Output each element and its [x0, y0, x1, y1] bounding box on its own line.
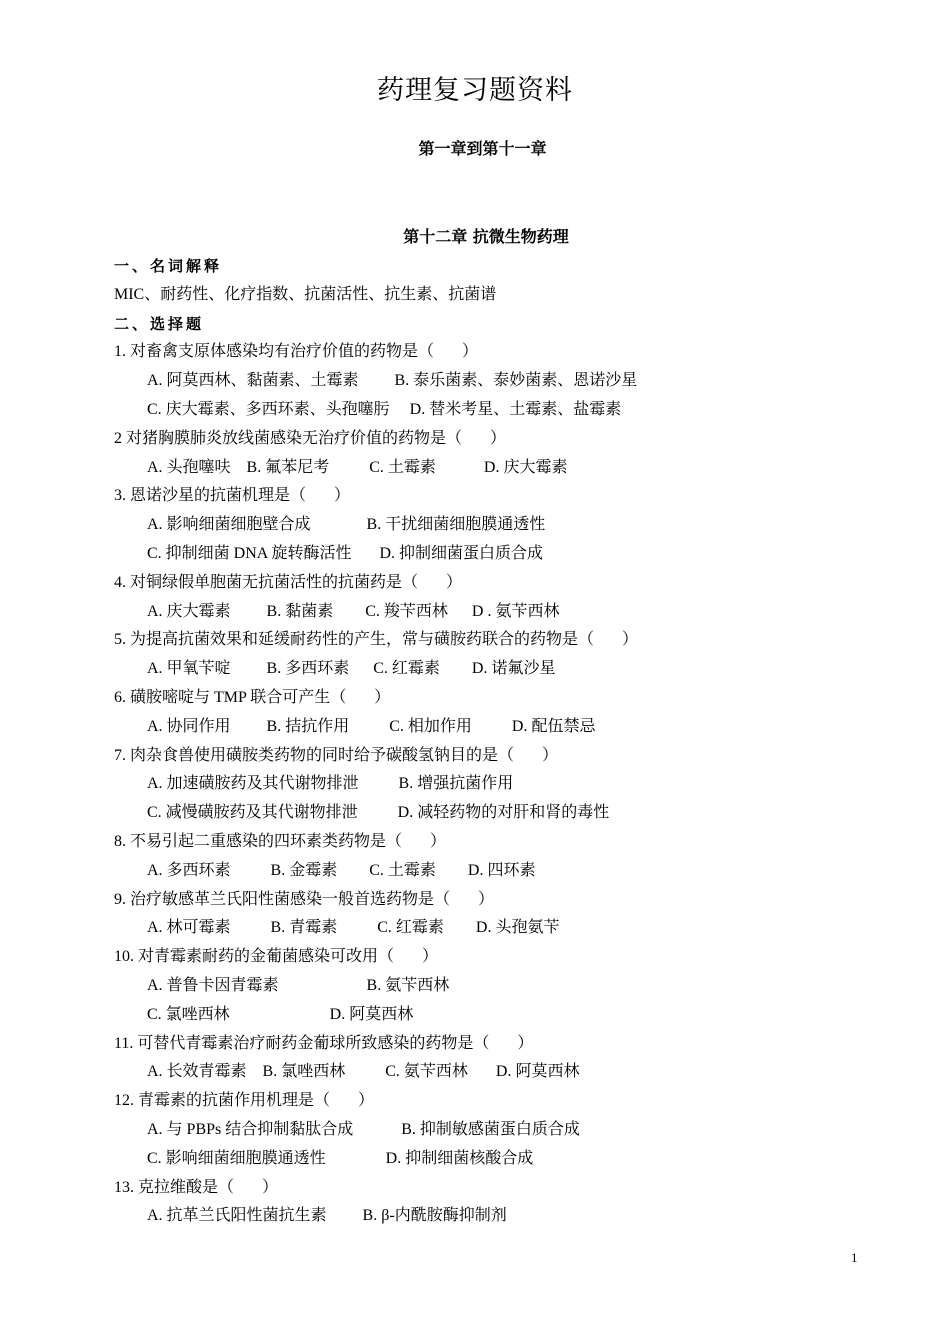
answer-options: A. 头孢噻呋 B. 氟苯尼考 C. 土霉素 D. 庆大霉素	[147, 458, 568, 476]
section-heading: 一、名词解释	[114, 257, 223, 275]
question-stem: 7. 肉杂食兽使用磺胺类药物的同时给予碳酸氢钠目的是（ ）	[114, 746, 559, 764]
answer-options: C. 影响细菌细胞膜通透性 D. 抑制细菌核酸合成	[147, 1149, 534, 1167]
answer-options: A. 加速磺胺药及其代谢物排泄 B. 增强抗菌作用	[147, 775, 514, 793]
chapter-heading: 第十二章 抗微生物药理	[403, 227, 569, 246]
document-title: 药理复习题资料	[377, 75, 573, 106]
answer-options: A. 林可霉素 B. 青霉素 C. 红霉素 D. 头孢氨苄	[147, 919, 560, 937]
answer-options: A. 协同作用 B. 拮抗作用 C. 相加作用 D. 配伍禁忌	[147, 717, 596, 735]
answer-options: A. 长效青霉素 B. 氯唑西林 C. 氨苄西林 D. 阿莫西林	[147, 1063, 580, 1081]
question-stem: 4. 对铜绿假单胞菌无抗菌活性的抗菌药是（ ）	[114, 573, 463, 591]
answer-options: C. 庆大霉素、多西环素、头孢噻肟 D. 替米考星、土霉素、盐霉素	[147, 400, 622, 418]
question-stem: 3. 恩诺沙星的抗菌机理是（ ）	[114, 487, 351, 505]
section-heading: 二、选择题	[114, 314, 205, 333]
page-number: 1	[851, 1250, 858, 1265]
question-stem: 5. 为提高抗菌效果和延缓耐药性的产生，常与磺胺药联合的药物是（ ）	[114, 631, 639, 649]
question-stem: 8. 不易引起二重感染的四环素类药物是（ ）	[114, 832, 447, 850]
question-stem: 11. 可替代青霉素治疗耐药金葡球所致感染的药物是（ ）	[114, 1034, 534, 1052]
answer-options: A. 甲氧苄啶 B. 多西环素 C. 红霉素 D. 诺氟沙星	[147, 660, 556, 678]
question-stem: 1. 对畜禽支原体感染均有治疗价值的药物是（ ）	[114, 343, 479, 361]
answer-options: A. 影响细菌细胞壁合成 B. 干扰细菌细胞膜通透性	[147, 516, 546, 534]
question-stem: 13. 克拉维酸是（ ）	[114, 1178, 279, 1196]
question-stem: 12. 青霉素的抗菌作用机理是（ ）	[114, 1092, 375, 1110]
answer-options: A. 与 PBPs 结合抑制黏肽合成 B. 抑制敏感菌蛋白质合成	[147, 1120, 580, 1138]
question-stem: 2 对猪胸膜肺炎放线菌感染无治疗价值的药物是（ ）	[114, 429, 507, 447]
document-subtitle: 第一章到第十一章	[418, 139, 547, 158]
answer-options: A. 阿莫西林、黏菌素、土霉素 B. 泰乐菌素、泰妙菌素、恩诺沙星	[147, 372, 638, 390]
answer-options: A. 抗革兰氏阳性菌抗生素 B. β-内酰胺酶抑制剂	[147, 1207, 507, 1225]
answer-options: A. 庆大霉素 B. 黏菌素 C. 羧苄西林 D . 氨苄西林	[147, 602, 560, 620]
question-stem: 9. 治疗敏感革兰氏阳性菌感染一般首选药物是（ ）	[114, 890, 495, 908]
answer-options: A. 普鲁卡因青霉素 B. 氨苄西林	[147, 976, 450, 994]
answer-options: C. 抑制细菌 DNA 旋转酶活性 D. 抑制细菌蛋白质合成	[147, 544, 544, 562]
paragraph: MIC、耐药性、化疗指数、抗菌活性、抗生素、抗菌谱	[114, 285, 497, 303]
document-body	[114, 252, 874, 1231]
answer-options: C. 减慢磺胺药及其代谢物排泄 D. 减轻药物的对肝和肾的毒性	[147, 804, 610, 822]
answer-options: C. 氯唑西林 D. 阿莫西林	[147, 1005, 414, 1023]
question-stem: 10. 对青霉素耐药的金葡菌感染可改用（ ）	[114, 948, 439, 966]
answer-options: A. 多西环素 B. 金霉素 C. 土霉素 D. 四环素	[147, 861, 536, 879]
question-stem: 6. 磺胺嘧啶与 TMP 联合可产生（ ）	[114, 688, 391, 706]
